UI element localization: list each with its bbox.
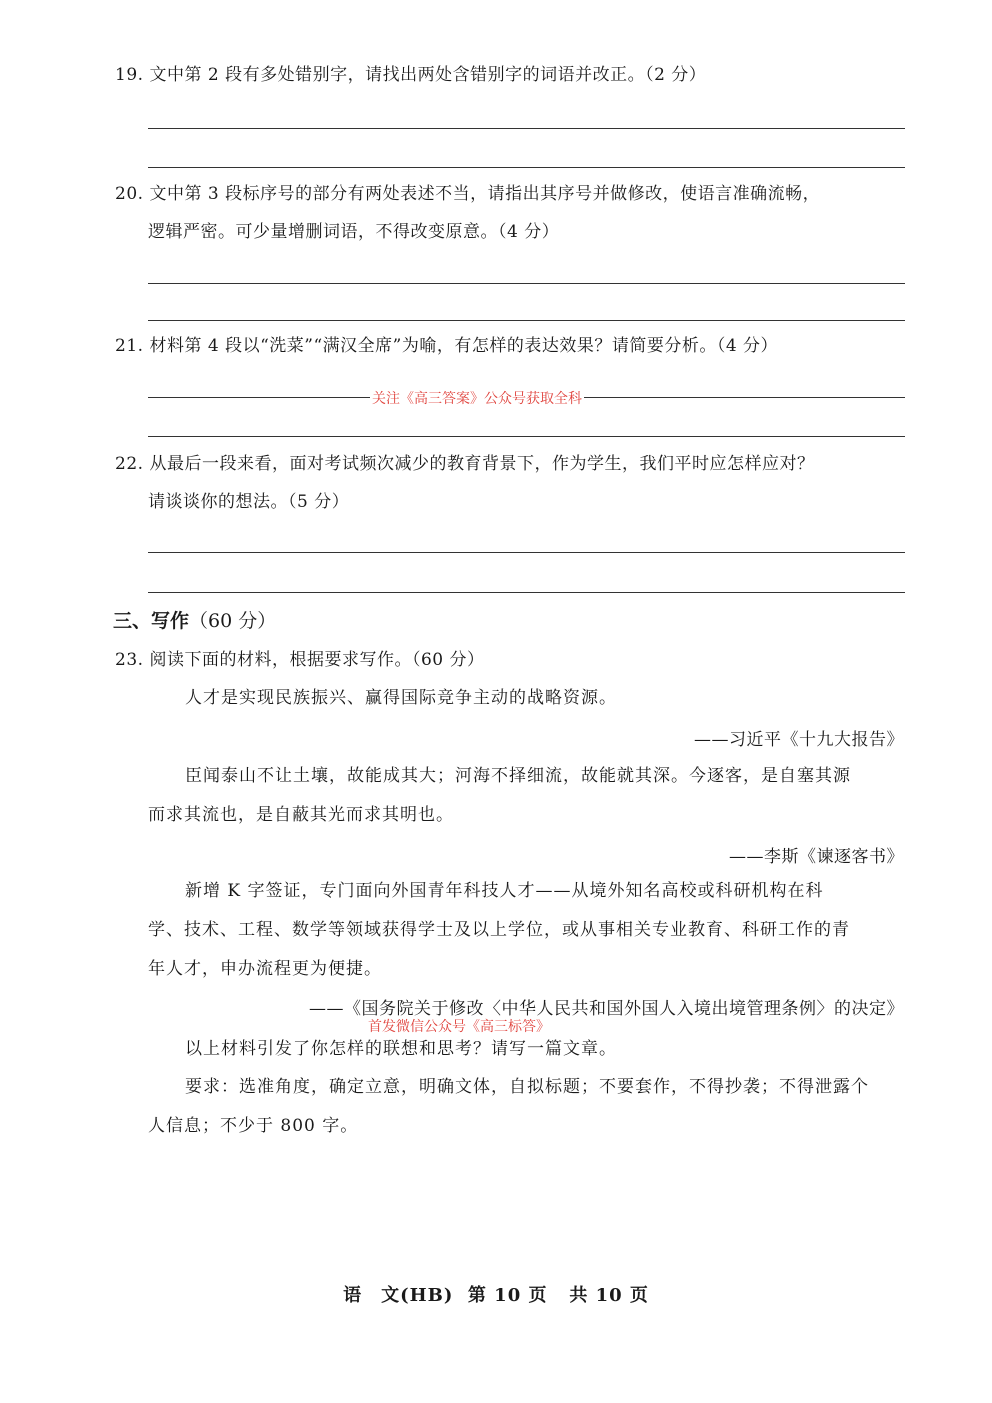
answer-line[interactable] (148, 167, 905, 168)
question-23 (115, 642, 915, 679)
material-3-source: ——《国务院关于修改〈中华人民共和国外国人入境出境管理条例〉的决定》 (309, 999, 904, 1019)
section-heading (113, 606, 276, 633)
material-2-line1: 臣闻泰山不让土壤，故能成其大；河海不择细流，故能就其深。今逐客，是自塞其源 (185, 766, 851, 786)
answer-line[interactable] (148, 128, 905, 129)
question-number: 19. (115, 65, 144, 85)
question-number: 21. (115, 336, 144, 356)
footer-page: 第 10 页 (467, 1285, 548, 1306)
footer-subject: 语 文(HB) (343, 1285, 454, 1306)
question-text: 材料第 4 段以“洗菜”“满汉全席”为喻，有怎样的表达效果？请简要分析。（4 分） (149, 336, 779, 356)
question-19 (115, 57, 915, 94)
question-text: 从最后一段来看，面对考试频次减少的教育背景下，作为学生，我们平时应怎样应对？ (149, 454, 815, 474)
question-text: 逻辑严密。可少量增删词语，不得改变原意。（4 分） (148, 222, 560, 242)
section-points: （60 分） (189, 610, 277, 632)
material-3-line2: 学、技术、工程、数学等领域获得学士及以上学位，或从事相关专业教育、科研工作的青 (148, 920, 850, 940)
answer-line[interactable] (148, 436, 905, 437)
question-number: 20. (115, 184, 144, 204)
watermark-text: 关注《高三答案》公众号获取全科 (370, 388, 584, 408)
material-3-line1: 新增 K 字签证，专门面向外国青年科技人才——从境外知名高校或科研机构在科 (185, 881, 824, 901)
material-2-source: ——李斯《谏逐客书》 (729, 847, 904, 867)
question-20-cont (148, 214, 948, 251)
requirements-line2: 人信息；不少于 800 字。 (148, 1116, 359, 1136)
section-title: 三、写作 (113, 610, 190, 632)
answer-line[interactable] (148, 320, 905, 321)
material-1: 人才是实现民族振兴、赢得国际竞争主动的战略资源。 (185, 688, 617, 708)
question-text: 文中第 2 段有多处错别字，请找出两处含错别字的词语并改正。（2 分） (149, 65, 707, 85)
material-2-line2: 而求其流也，是自蔽其光而求其明也。 (148, 805, 454, 825)
material-1-source: ——习近平《十九大报告》 (694, 730, 904, 750)
watermark-text: 首发微信公众号《高三标答》 (368, 1019, 550, 1035)
question-number: 22. (115, 454, 144, 474)
requirements-line1: 要求：选准角度，确定立意，明确文体，自拟标题；不要套作，不得抄袭；不得泄露个 (185, 1077, 869, 1097)
writing-task: 以上材料引发了你怎样的联想和思考？请写一篇文章。 (185, 1039, 617, 1059)
question-text: 阅读下面的材料，根据要求写作。（60 分） (149, 650, 485, 670)
page-footer (0, 1281, 992, 1307)
material-3-line3: 年人才，申办流程更为便捷。 (148, 959, 382, 979)
answer-line[interactable] (148, 592, 905, 593)
footer-total: 共 10 页 (569, 1285, 649, 1306)
question-21 (115, 328, 915, 365)
question-text: 文中第 3 段标序号的部分有两处表述不当，请指出其序号并做修改，使语言准确流畅， (149, 184, 821, 204)
question-number: 23. (115, 650, 144, 670)
question-22 (115, 446, 915, 483)
answer-line[interactable] (148, 283, 905, 284)
question-text: 请谈谈你的想法。（5 分） (148, 492, 350, 512)
answer-line[interactable] (148, 552, 905, 553)
question-20 (115, 176, 915, 213)
question-22-cont (148, 484, 948, 521)
